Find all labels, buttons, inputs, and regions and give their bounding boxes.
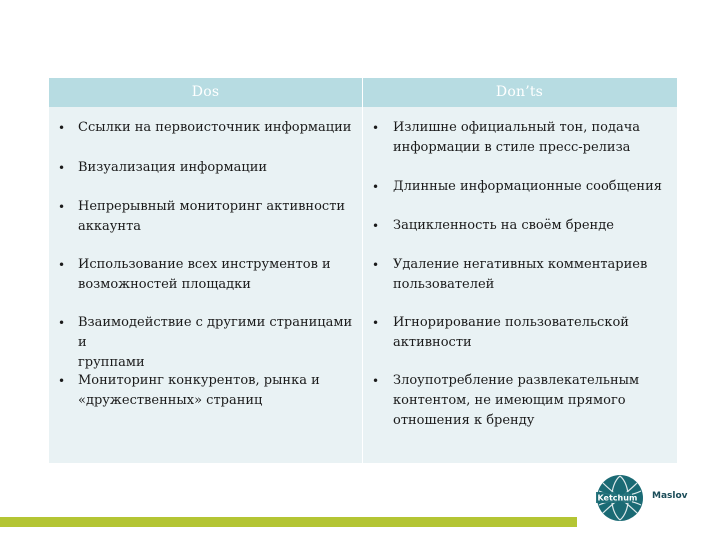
table-header	[49, 78, 677, 107]
donts-header: Don’ts	[495, 84, 544, 100]
bullet-icon: •	[372, 258, 380, 272]
bullet-icon: •	[58, 161, 66, 175]
dos-header: Dos	[191, 84, 220, 100]
bullet-icon: •	[372, 316, 380, 330]
bullet-icon: •	[372, 374, 380, 388]
bullet-icon: •	[58, 121, 66, 135]
bullet-icon: •	[372, 219, 380, 233]
bullet-icon: •	[58, 200, 66, 214]
bullet-icon: •	[58, 316, 66, 330]
bullet-icon: •	[372, 121, 380, 135]
brand-name: Maslov	[652, 491, 688, 501]
bullet-icon: •	[372, 180, 380, 194]
ketchum-logo-icon	[595, 473, 645, 523]
accent-bar	[0, 517, 577, 527]
bullet-icon: •	[58, 374, 66, 388]
dos-donts-table: Dos Don’ts • Ссылки на первоисточник информации • Визуализация информации • Непрерывный мониторинг активности аккаунта • Использование всех инструментов и возможностей площадки • Взаимодействие с другими страницами и группами • Мониторинг конкурентов, рынка и «дружественных» страниц • Излишне официальный тон, подача информации в стиле пресс-релиза • Длинные информационные сообщения • Зацикленность на своём бренде • Удаление негативных комментариев пользователей • Игнорирование пользовательской активности • Злоупотребление развлекательным контентом, не имеющим прямого отношения к бренду	[49, 78, 677, 463]
logo-ring-text: Ketchum	[597, 493, 638, 503]
bullet-icon: •	[58, 258, 66, 272]
